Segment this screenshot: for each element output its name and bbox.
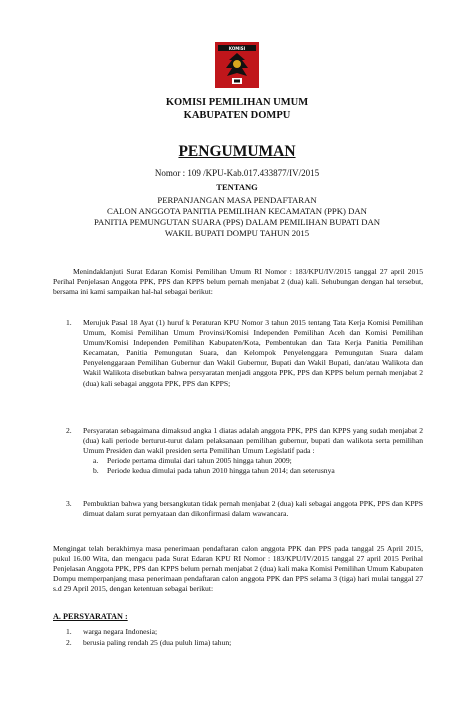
requirement-text: warga negara Indonesia; [83, 627, 158, 636]
document-number: Nomor : 109 /KPU-Kab.017.433877/IV/2015 [154, 168, 320, 178]
numbered-list [60, 499, 423, 519]
list-item-number: 1. [66, 318, 72, 327]
org-name-line2: KABUPATEN DOMPU [183, 110, 291, 121]
list-item [60, 499, 423, 519]
requirement-item [60, 637, 420, 648]
subject-line: WAKIL BUPATI DOMPU TAHUN 2015 [164, 228, 310, 238]
sub-item-letter: a. [93, 456, 99, 466]
section-a-heading: A. PERSYARATAN : [53, 612, 128, 621]
closing-paragraph: Mengingat telah berakhirnya masa penerimaan pendaftaran calon anggota PPK dan PPS pada tanggal 25 April 2015, pukul 16.00 Wita, dan mengacu pada Surat Edaran KPU RI Nomor : 183/KPU/IV/2015 tanggal 27 april 2015 Perihal Penjelasan Anggota PPK, PPS dan KPPS belum pernah menjabat 2 (dua) kali maka Komisi Pemilihan Umum Kabupaten Dompu memperpanjang masa penerimaan pendaftaran calon anggota PPK dan PPS selama 3 (tiga) hari mulai tanggal 27 s.d 29 April 2015, dengan ketentuan sebagai berikut: [53, 544, 423, 594]
svg-text:KOMISI: KOMISI [228, 46, 246, 51]
list-item-number: 2. [66, 426, 72, 435]
tentang-heading: TENTANG [216, 182, 258, 192]
sub-list-item [93, 456, 423, 466]
organization-header [0, 96, 474, 122]
numbered-list [60, 318, 423, 389]
list-item-text: Pembuktian bahwa yang bersangkutan tidak pernah menjabat 2 (dua) kali sebagai anggota PPK, PPS dan KPPS dimuat dalam surat pernyataan dan dikonfirmasi dalam wawancara. [83, 499, 423, 519]
org-name-line1: KOMISI PEMILIHAN UMUM [165, 97, 309, 108]
subject-line: CALON ANGGOTA PANITIA PEMILIHAN KECAMATAN (PPK) DAN [107, 206, 367, 216]
requirement-number: 1. [66, 627, 72, 636]
kpu-logo [212, 40, 262, 90]
sub-list [83, 456, 423, 476]
sub-item-text: Periode kedua dimulai pada tahun 2010 hingga tahun 2014; dan seterusnya [107, 466, 335, 476]
numbered-list [60, 426, 423, 476]
subject-line: PERPANJANGAN MASA PENDAFTARAN [157, 195, 317, 205]
list-item [60, 426, 423, 476]
requirement-number: 2. [66, 638, 72, 647]
list-item-number: 3. [66, 499, 72, 508]
list-item-text: Persyaratan sebagaimana dimaksud angka 1 diatas adalah anggota PPK, PPS dan KPPS yang sudah menjabat 2 (dua) kali periode berturut-turut dalam pelaksanaan pemilihan gubernur, bupati dan walikota serta pemilihan Umum Presiden dan wakil presiden serta Pemilihan Umum Legislatif pada : [83, 426, 423, 456]
sub-item-letter: b. [93, 466, 99, 476]
sub-list-item [93, 466, 423, 476]
document-title: PENGUMUMAN [178, 143, 296, 160]
subject-line: PANITIA PEMUNGUTAN SUARA (PPS) DALAM PEMILIHAN BUPATI DAN [93, 217, 381, 227]
subject-block [0, 195, 474, 239]
sub-item-text: Periode pertama dimulai dari tahun 2005 hingga tahun 2009; [107, 456, 292, 466]
requirement-item [60, 626, 420, 637]
intro-paragraph: Menindaklanjuti Surat Edaran Komisi Pemilihan Umum RI Nomor : 183/KPU/IV/2015 tanggal 27 april 2015 Perihal Penjelasan Anggota PPK, PPS dan KPPS belum pernah menjabat 2 (dua) kali. Sehubungan dengan hal tersebut, bersama ini kami sampaikan hal-hal sebagai berikut: [53, 267, 423, 297]
requirement-text: berusia paling rendah 25 (dua puluh lima) tahun; [83, 638, 232, 647]
list-item [60, 318, 423, 389]
requirements-list [60, 626, 420, 648]
list-item-text: Merujuk Pasal 18 Ayat (1) huruf k Peraturan KPU Nomor 3 tahun 2015 tentang Tata Kerja Komisi Pemilihan Umum, Komisi Pemilihan Umum Provinsi/Komisi Independen Pemilihan Aceh dan Komisi Pemilihan Umum/Komisi Independen Pemilihan Kabupaten/Kota, Pembentukan dan Tata Kerja Panitia Pemilihan Kecamatan, Panitia Pemungutan Suara, dan Kelompok Penyelenggara Pemungutan Suara dalam Penyelenggaraan Pemilihan Gubernur dan Wakil Gubernur, Bupati dan Wakil Bupati, dan/atau Walikota dan Wakil Walikota disebutkan bahwa persyaratan menjadi anggota PPK, PPS dan KPPS belum pernah menjabat 2 (dua) kali sebagai anggota PPK, PPS dan KPPS; [83, 318, 423, 388]
